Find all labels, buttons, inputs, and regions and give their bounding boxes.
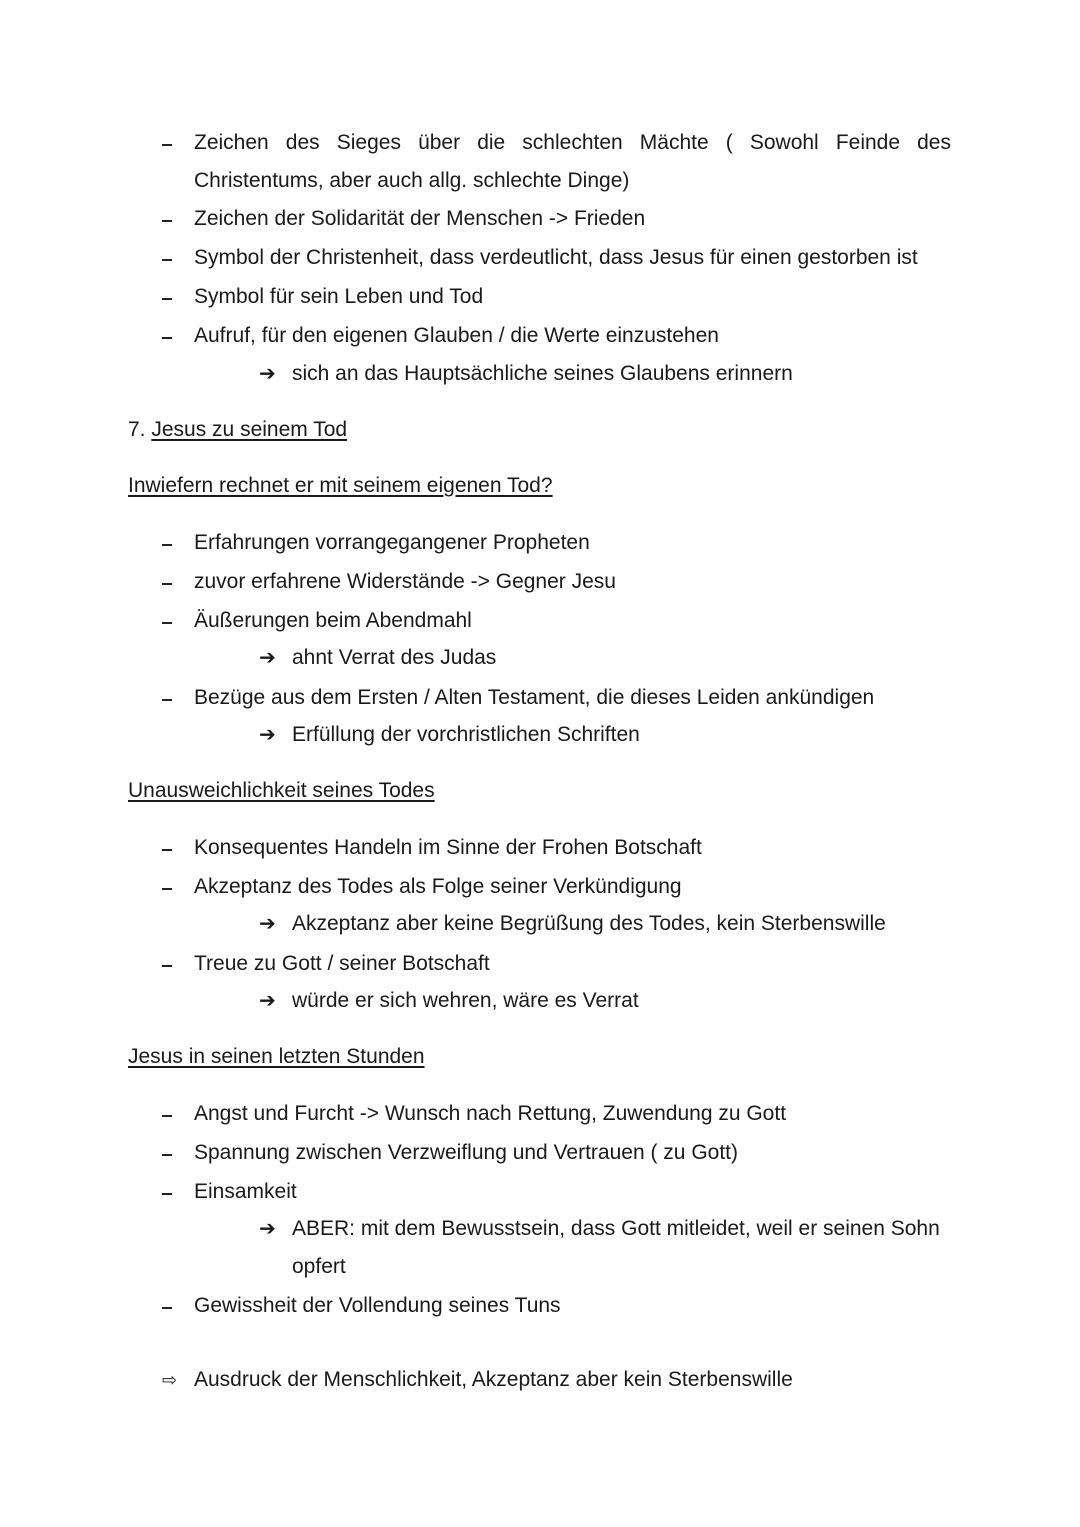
section-title	[128, 417, 347, 443]
subheading: Unausweichlichkeit seines Todes	[128, 779, 435, 802]
list-item-text: Spannung zwischen Verzweiflung und Vertrauen ( zu Gott)	[194, 1141, 738, 1164]
list-item-text: Äußerungen beim Abendmahl	[194, 609, 472, 632]
arrow-right-icon: ➔	[259, 1218, 276, 1240]
arrow-right-icon: ➔	[259, 363, 276, 385]
section-title-text: Jesus zu seinem Tod	[151, 418, 348, 441]
list-item-text: Symbol der Christenheit, dass verdeutlicht, dass Jesus für einen gestorben ist	[194, 246, 918, 269]
list-item-text: Angst und Furcht -> Wunsch nach Rettung, Zuwendung zu Gott	[194, 1102, 787, 1125]
list-item-text: Christentums, aber auch allg. schlechte Dinge)	[194, 169, 630, 192]
sub-point-text: würde er sich wehren, wäre es Verrat	[292, 989, 639, 1012]
list-item-text: Bezüge aus dem Ersten / Alten Testament, die dieses Leiden ankündigen	[194, 686, 875, 709]
list-item-text: Erfahrungen vorrangegangener Propheten	[194, 531, 590, 554]
subheading: Inwiefern rechnet er mit seinem eigenen Tod?	[128, 474, 553, 497]
sub-point-text: ABER: mit dem Bewusstsein, dass Gott mitleidet, weil er seinen Sohn	[292, 1217, 940, 1240]
list-item-text: Zeichen der Solidarität der Menschen -> Frieden	[194, 207, 646, 230]
arrow-right-icon: ➔	[259, 724, 276, 746]
section-number: 7.	[128, 418, 146, 441]
sub-point-text: Akzeptanz aber keine Begrüßung des Todes, kein Sterbenswille	[292, 912, 886, 935]
list-item-text: Akzeptanz des Todes als Folge seiner Verkündigung	[194, 875, 682, 898]
list-item-text: Aufruf, für den eigenen Glauben / die Werte einzustehen	[194, 324, 719, 347]
hollow-arrow-right-icon: ⇨	[162, 1370, 178, 1390]
list-item-text: Treue zu Gott / seiner Botschaft	[194, 952, 490, 975]
arrow-right-icon: ➔	[259, 990, 276, 1012]
list-item-text: zuvor erfahrene Widerstände -> Gegner Jesu	[194, 570, 616, 593]
sub-point-text: Erfüllung der vorchristlichen Schriften	[292, 723, 640, 746]
list-item-text: Gewissheit der Vollendung seines Tuns	[194, 1294, 561, 1317]
list-item-text: Zeichen des Sieges über die schlechten Mächte ( Sowohl Feinde des	[194, 131, 951, 154]
conclusion-text: Ausdruck der Menschlichkeit, Akzeptanz aber kein Sterbenswille	[194, 1368, 793, 1391]
sub-point-text: ahnt Verrat des Judas	[292, 646, 497, 669]
arrow-right-icon: ➔	[259, 647, 276, 669]
arrow-right-icon: ➔	[259, 913, 276, 935]
subheading: Jesus in seinen letzten Stunden	[128, 1045, 425, 1068]
list-item-text: Konsequentes Handeln im Sinne der Frohen Botschaft	[194, 836, 702, 859]
list-item-text: Einsamkeit	[194, 1180, 297, 1203]
list-item-text: Symbol für sein Leben und Tod	[194, 285, 484, 308]
sub-point-text: opfert	[292, 1255, 346, 1278]
sub-point-text: sich an das Hauptsächliche seines Glaubens erinnern	[292, 362, 793, 385]
